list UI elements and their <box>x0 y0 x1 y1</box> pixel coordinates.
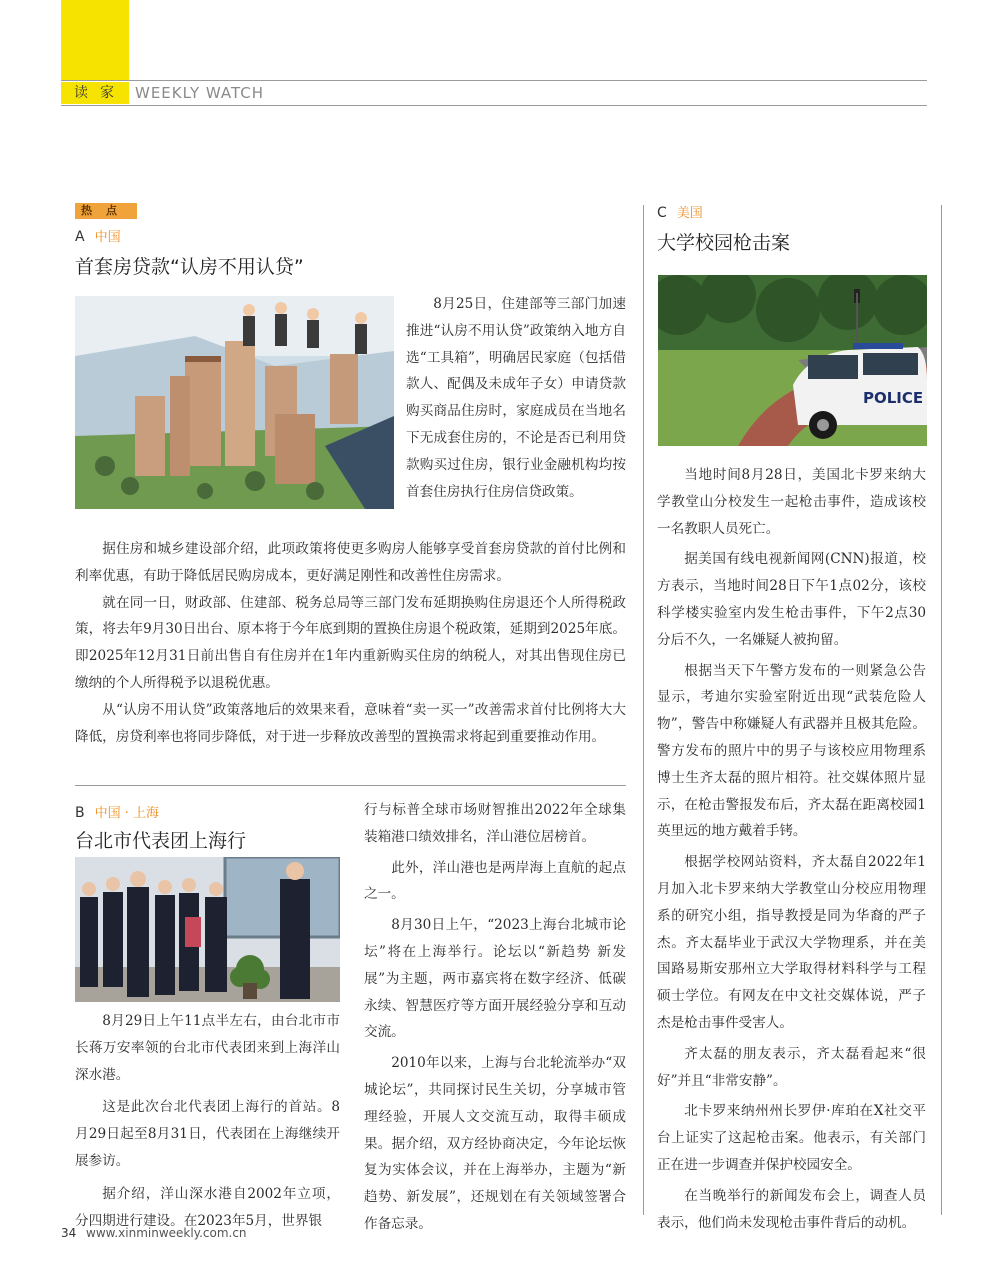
article-a-intro-text: 8月25日，住建部等三部门加速推进“认房不用认贷”政策纳入地方自选“工具箱”，明确居民家庭（包括借款人、配偶及未成年子女）申请贷款购买商品住房时，家庭成员在当地名下无成套住房的，不论是否已利用贷款购买过住房，银行业金融机构均按首套住房执行住房信贷政策。 <box>406 296 626 500</box>
article-b-paragraph: 8月30日上午，“2023上海台北城市论坛”将在上海举行。论坛以“新趋势 新发展”为主题，两市嘉宾将在数字经济、低碳永续、智慧医疗等方面开展经验分享和互动交流。 <box>364 917 626 1041</box>
article-b-heading <box>75 802 159 821</box>
article-b-paragraph: 据介绍，洋山深水港自2002年立项，分四期进行建设。在2023年5月，世界银 <box>75 1185 340 1229</box>
hot-topic-badge: 热点 <box>75 203 137 219</box>
article-a-title: 首套房贷款“认房不用认贷” <box>75 256 304 278</box>
article-a-heading <box>75 226 121 245</box>
article-c-body <box>657 462 926 1236</box>
article-b-paragraph: 8月29日上午11点半左右，由台北市市长蒋万安率领的台北市代表团来到上海洋山深水港。 <box>75 1013 340 1083</box>
article-b-paragraph: 此外，洋山港也是两岸海上直航的起点之一。 <box>364 859 626 903</box>
header-bottom-rule <box>61 105 927 106</box>
article-c-paragraph: 据美国有线电视新闻网(CNN)报道，校方表示，当地时间28日下午1点02分，该校科学楼实验室内发生枪击事件，下午2点30分后不久，一名嫌疑人被拘留。 <box>657 551 926 648</box>
article-c-heading <box>657 202 703 221</box>
section-english-label: WEEKLY WATCH <box>135 84 265 102</box>
article-c-paragraph: 根据当天下午警方发布的一则紧急公告显示，考迪尔实验室附近出现“武装危险人物”，警告中称嫌疑人有武器并且极其危险。警方发布的照片中的男子与该校应用物理系博士生齐太磊的照片相符。社交媒体照片显示，在枪击警报发布后，齐太磊在距离校园1英里远的地方戴着手铐。 <box>657 662 926 840</box>
article-c-region: 美国 <box>676 206 703 221</box>
article-a-region: 中国 <box>94 230 121 245</box>
article-c-title: 大学校园枪击案 <box>657 232 791 254</box>
article-divider <box>75 785 626 786</box>
article-c-paragraph: 北卡罗来纳州州长罗伊·库珀在X社交平台上证实了这起枪击案。他表示，有关部门正在进一步调查并保护校园安全。 <box>657 1103 926 1173</box>
police-scene-illustration <box>658 275 927 446</box>
article-c-paragraph: 在当晚举行的新闻发布会上，调查人员表示，他们尚未发现枪击事件背后的动机。 <box>657 1187 926 1231</box>
right-edge-rule <box>941 205 942 1215</box>
article-b-letter: B <box>75 805 85 821</box>
article-b-paragraph: 这是此次台北代表团上海行的首站。8月29日起至8月31日，代表团在上海继续开展参访。 <box>75 1099 340 1169</box>
article-a-intro <box>406 291 626 505</box>
police-car-lettering: POLICE <box>863 389 924 407</box>
article-a-paragraph: 从“认房不用认贷”政策落地后的效果来看，意味着“卖一买一”改善需求首付比例将大大降低，房贷利率也将同步降低，对于进一步释放改善型的置换需求将起到重要推动作用。 <box>75 701 626 745</box>
column-divider <box>643 205 644 1215</box>
footer-website-url[interactable]: www.xinminweekly.com.cn <box>86 1226 247 1240</box>
article-b-left-column <box>75 1008 340 1234</box>
article-b-title: 台北市代表团上海行 <box>75 830 247 852</box>
header-top-rule <box>61 80 927 81</box>
page-number: 34 <box>61 1226 77 1240</box>
article-b-right-column <box>364 797 626 1238</box>
article-c-paragraph: 当地时间8月28日，美国北卡罗来纳大学教堂山分校发生一起枪击事件，造成该校一名教职人员死亡。 <box>657 467 926 537</box>
article-a-paragraph: 据住房和城乡建设部介绍，此项政策将使更多购房人能够享受首套房贷款的首付比例和利率优惠，有助于降低居民购房成本，更好满足刚性和改善性住房需求。 <box>75 541 626 584</box>
article-c-letter: C <box>657 205 667 221</box>
article-a-paragraph: 就在同一日，财政部、住建部、税务总局等三部门发布延期换购住房退还个人所得税政策，将去年9月30日出台、原本将于今年底到期的置换住房退个税政策，延期到2025年底。即2025年12月31日前出售自有住房并在1年内重新购买住房的纳税人，对其出售现住房已缴纳的个人所得税予以退税优惠。 <box>75 594 626 691</box>
article-c-paragraph: 根据学校网站资料，齐太磊自2022年1月加入北卡罗来纳大学教堂山分校应用物理系的研究小组，指导教授是同为华裔的严子杰。齐太磊毕业于武汉大学物理系，并在美国路易斯安那州立大学取得材料科学与工程硕士学位。有网友在中文社交媒体说，严子杰是枪击事件受害人。 <box>657 854 926 1031</box>
article-a-letter: A <box>75 229 85 245</box>
article-c-paragraph: 齐太磊的朋友表示，齐太磊看起来“很好”并且“非常安静”。 <box>657 1045 926 1089</box>
article-b-continued: 行与标普全球市场财智推出2022年全球集装箱港口绩效排名，洋山港位居榜首。 <box>364 802 626 845</box>
article-c-photo-police <box>658 275 927 446</box>
article-a-body <box>75 536 626 750</box>
section-label: 读家 <box>61 82 129 104</box>
delegation-illustration <box>75 857 340 1002</box>
header-color-block <box>61 0 129 80</box>
housing-model-illustration <box>75 296 394 509</box>
article-b-paragraph: 2010年以来，上海与台北轮流举办“双城论坛”，共同探讨民生关切，分享城市管理经验，开展人文交流互动，取得丰硕成果。据介绍，双方经协商决定，今年论坛恢复为实体会议，并在上海举办，主题为“新趋势、新发展”，还规划在有关领域签署合作备忘录。 <box>364 1055 626 1232</box>
article-a-photo-housing-model <box>75 296 394 509</box>
article-b-region: 中国 · 上海 <box>94 806 160 821</box>
article-b-photo-delegation <box>75 857 340 1002</box>
